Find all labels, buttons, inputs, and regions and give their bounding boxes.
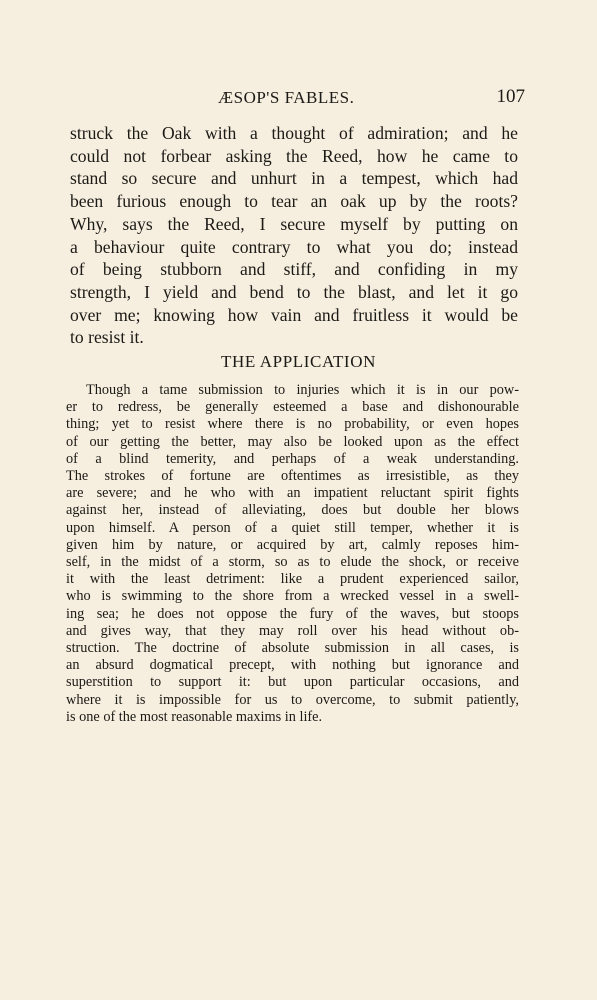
application-line: it with the least detriment: like a prudent experienced sailor, xyxy=(66,571,519,588)
application-line: upon himself. A person of a quiet still temper, whether it is xyxy=(66,519,519,536)
application-line: of our getting the better, may also be looked upon as the effect xyxy=(66,433,519,450)
text-line: over me; knowing how vain and fruitless it would be xyxy=(70,304,518,325)
application-line: of a blind temerity, and perhaps of a weak understanding. xyxy=(66,450,519,467)
application-line: is one of the most reasonable maxims in life. xyxy=(66,708,323,725)
text-line: could not forbear asking the Reed, how he came to xyxy=(70,145,518,166)
page-number: 107 xyxy=(496,86,525,107)
application-line: er to redress, be generally esteemed a base and dishonourable xyxy=(66,399,519,416)
application-line: and gives way, that they may roll over his head without ob- xyxy=(66,622,519,639)
running-title: ÆSOP'S FABLES. xyxy=(218,88,355,107)
application-line: ing sea; he does not oppose the fury of the waves, but stoops xyxy=(66,605,519,622)
application-line: thing; yet to resist where there is no probability, or even hopes xyxy=(66,416,519,433)
application-line: superstition to support it: but upon particular occasions, and xyxy=(66,674,519,691)
application-line: where it is impossible for us to overcome, to submit patiently, xyxy=(66,691,519,708)
application-line: given him by nature, or acquired by art, calmly reposes him- xyxy=(66,536,519,553)
application-line: an absurd dogmatical precept, with nothing but ignorance and xyxy=(66,657,519,674)
application-text xyxy=(66,382,519,726)
application-line: against her, instead of alleviating, does but double her blows xyxy=(66,502,519,519)
application-line: Though a tame submission to injuries which it is in our pow- xyxy=(86,382,519,398)
section-heading: THE APPLICATION xyxy=(221,352,376,371)
application-line: The strokes of fortune are oftentimes as irresistible, as they xyxy=(66,468,519,485)
fable-text xyxy=(70,122,518,349)
text-line: strength, I yield and bend to the blast, and let it go xyxy=(70,281,518,302)
text-line: to resist it. xyxy=(70,327,144,348)
text-line: struck the Oak with a thought of admiration; and he xyxy=(70,123,518,143)
application-line: are severe; and he who with an impatient reluctant spirit fights xyxy=(66,485,519,502)
text-line: a behaviour quite contrary to what you do; instead xyxy=(70,236,518,257)
running-head xyxy=(70,88,525,112)
text-line: been furious enough to tear an oak up by the roots? xyxy=(70,191,518,212)
text-line: stand so secure and unhurt in a tempest, which had xyxy=(70,168,518,189)
text-line: of being stubborn and stiff, and confiding in my xyxy=(70,259,518,280)
application-line: who is swimming to the shore from a wrecked vessel in a swell- xyxy=(66,588,519,605)
application-line: struction. The doctrine of absolute submission in all cases, is xyxy=(66,640,519,657)
application-line: self, in the midst of a storm, so as to elude the shock, or receive xyxy=(66,554,519,571)
text-line: Why, says the Reed, I secure myself by putting on xyxy=(70,213,518,234)
